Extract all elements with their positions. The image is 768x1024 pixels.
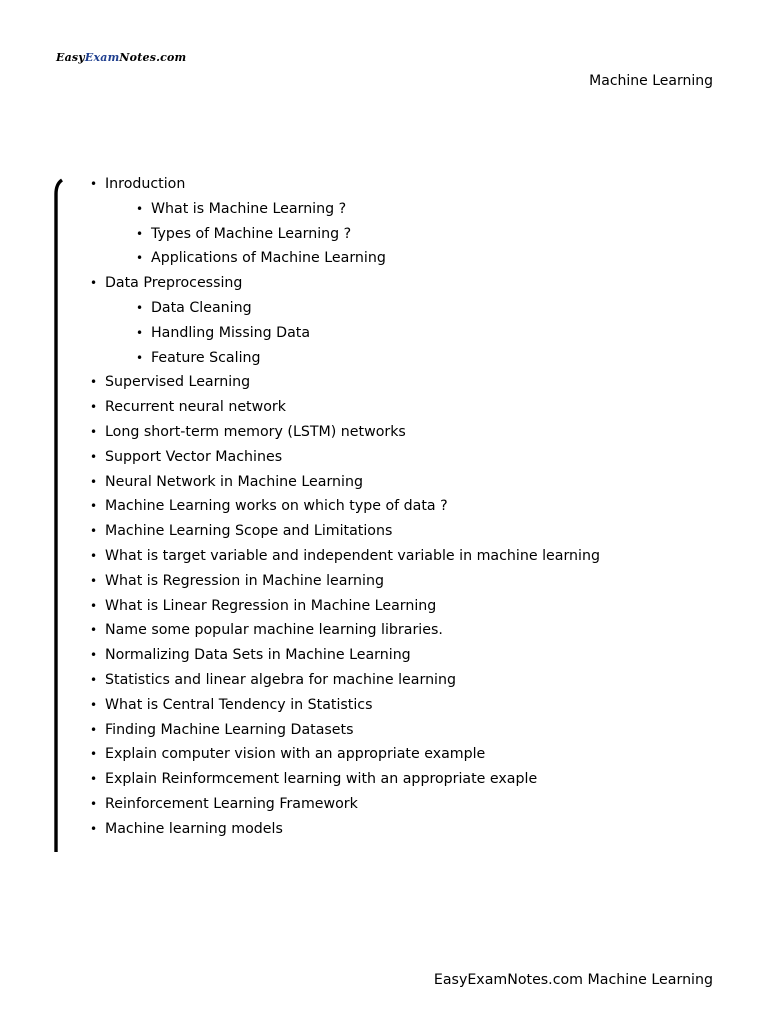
bullet-icon: • [90, 772, 98, 787]
page-header-title: Machine Learning [589, 73, 713, 89]
toc-item[interactable] [88, 395, 600, 420]
toc-item-label: What is Linear Regression in Machine Learning [105, 597, 437, 614]
toc-item-label: What is Machine Learning ? [151, 200, 347, 217]
bullet-icon: • [90, 524, 98, 539]
toc-item-label: Machine learning models [105, 820, 283, 837]
toc-item-label: Statistics and linear algebra for machine learning [105, 671, 456, 688]
toc-subitem[interactable] [88, 296, 600, 321]
toc-item[interactable] [88, 519, 600, 544]
bullet-icon: • [90, 375, 98, 390]
toc-item-label: What is Regression in Machine learning [105, 572, 384, 589]
toc-item[interactable] [88, 172, 600, 197]
toc-item-label: Data Preprocessing [105, 275, 243, 292]
page-footer: EasyExamNotes.com Machine Learning [433, 972, 713, 988]
bullet-icon: • [90, 276, 98, 291]
bullet-icon: • [90, 573, 98, 588]
logo-text-easy: Easy [56, 51, 85, 64]
toc-item-label: Types of Machine Learning ? [151, 225, 352, 242]
bullet-icon: • [90, 747, 98, 762]
toc-item-label: Explain Reinformcement learning with an appropriate exaple [105, 771, 538, 788]
toc-item-label: Support Vector Machines [105, 448, 283, 465]
toc-item[interactable] [88, 718, 600, 743]
toc-item[interactable] [88, 643, 600, 668]
toc-item[interactable] [88, 693, 600, 718]
toc-item[interactable] [88, 767, 600, 792]
toc-item[interactable] [88, 668, 600, 693]
logo-text-exam: Exam [84, 51, 120, 64]
toc-item-label: Finding Machine Learning Datasets [105, 721, 354, 738]
toc-item-label: Data Cleaning [151, 299, 252, 316]
toc-item-label: What is target variable and independent variable in machine learning [105, 547, 600, 564]
toc-bracket-line [53, 178, 65, 854]
toc-item-label: What is Central Tendency in Statistics [105, 696, 373, 713]
bullet-icon: • [136, 251, 144, 266]
toc-item[interactable] [88, 544, 600, 569]
logo-text-notes: Notes.com [119, 51, 187, 64]
toc-item-label: Reinforcement Learning Framework [105, 795, 358, 812]
toc-item-label: Recurrent neural network [105, 399, 286, 416]
table-of-contents [88, 172, 600, 842]
toc-item[interactable] [88, 594, 600, 619]
toc-subitem[interactable] [88, 321, 600, 346]
bullet-icon: • [90, 548, 98, 563]
toc-subitem[interactable] [88, 346, 600, 371]
bullet-icon: • [90, 499, 98, 514]
toc-item-label: Supervised Learning [105, 374, 251, 391]
bullet-icon: • [90, 697, 98, 712]
toc-item[interactable] [88, 271, 600, 296]
toc-item[interactable] [88, 445, 600, 470]
site-logo[interactable] [56, 51, 186, 65]
bullet-icon: • [136, 201, 144, 216]
bullet-icon: • [136, 325, 144, 340]
toc-item-label: Machine Learning works on which type of data ? [105, 498, 448, 515]
bullet-icon: • [90, 449, 98, 464]
toc-item[interactable] [88, 817, 600, 842]
toc-item-label: Explain computer vision with an appropriate example [105, 746, 486, 763]
bullet-icon: • [90, 648, 98, 663]
toc-item-label: Inroduction [105, 176, 186, 192]
bullet-icon: • [90, 598, 98, 613]
toc-item[interactable] [88, 569, 600, 594]
bullet-icon: • [90, 623, 98, 638]
bullet-icon: • [90, 424, 98, 439]
toc-item[interactable] [88, 792, 600, 817]
bullet-icon: • [90, 672, 98, 687]
toc-item-label: Applications of Machine Learning [151, 250, 386, 267]
bullet-icon: • [136, 300, 144, 315]
toc-item-label: Neural Network in Machine Learning [105, 473, 363, 490]
bullet-icon: • [90, 821, 98, 836]
toc-item-label: Normalizing Data Sets in Machine Learning [105, 647, 411, 664]
bullet-icon: • [90, 796, 98, 811]
bullet-icon: • [90, 177, 98, 191]
bullet-icon: • [90, 722, 98, 737]
bullet-icon: • [90, 474, 98, 489]
toc-item-label: Feature Scaling [151, 349, 261, 366]
toc-item-label: Machine Learning Scope and Limitations [105, 523, 393, 540]
bullet-icon: • [136, 350, 144, 365]
toc-item-label: Handling Missing Data [151, 324, 311, 341]
toc-item[interactable] [88, 470, 600, 495]
toc-item[interactable] [88, 618, 600, 643]
toc-subitem[interactable] [88, 197, 600, 222]
toc-item[interactable] [88, 742, 600, 767]
toc-item[interactable] [88, 370, 600, 395]
bullet-icon: • [136, 226, 144, 241]
toc-item[interactable] [88, 420, 600, 445]
toc-subitem[interactable] [88, 246, 600, 271]
toc-subitem[interactable] [88, 222, 600, 247]
toc-item-label: Long short-term memory (LSTM) networks [105, 423, 406, 440]
toc-item[interactable] [88, 494, 600, 519]
bullet-icon: • [90, 400, 98, 415]
toc-item-label: Name some popular machine learning libraries. [105, 622, 443, 639]
